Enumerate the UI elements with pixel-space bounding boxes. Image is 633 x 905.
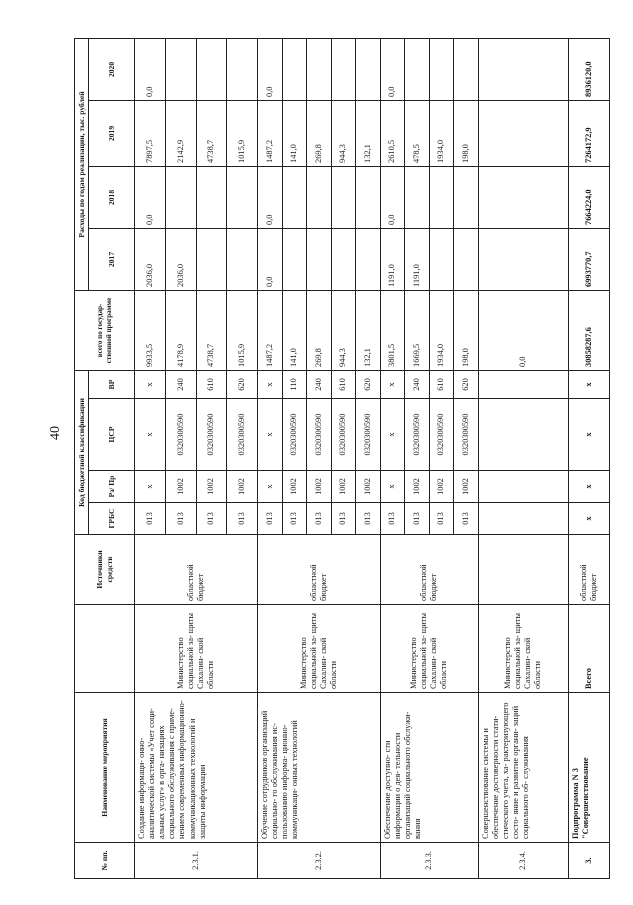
cell-y2017: 1191,0: [380, 228, 405, 290]
cell-y2017: [454, 228, 479, 290]
cell-rzpr: x: [258, 471, 283, 503]
cell-rzpr: 1002: [356, 471, 381, 503]
cell-rzpr: x: [380, 471, 405, 503]
cell-y2017: 0,0: [258, 228, 283, 290]
cell-rzpr: 1002: [227, 471, 258, 503]
cell-total: 30858287,6: [568, 290, 609, 370]
cell-csr: x: [258, 399, 283, 471]
cell-grbs: 013: [356, 503, 381, 535]
cell-y2017: [356, 228, 381, 290]
cell-csr: x: [135, 399, 166, 471]
executor-name: Министерство социальной за- щиты Сахалин- ской области: [135, 605, 258, 693]
cell-vr: 240: [307, 370, 332, 398]
cell-y2017: [227, 228, 258, 290]
cell-total: 4178,9: [165, 290, 196, 370]
cell-csr: 0320300590: [196, 399, 227, 471]
activity-name: Обеспечение доступно- сти информации о дея- тельности организаций социального обслужи- вания: [380, 693, 478, 843]
header-vr: ВР: [89, 370, 135, 398]
cell-grbs: 013: [258, 503, 283, 535]
cell-y2018: 0,0: [135, 166, 166, 228]
cell-grbs: 013: [307, 503, 332, 535]
cell-y2019: 7897,5: [135, 100, 166, 166]
cell-y2019: 132,1: [356, 100, 381, 166]
cell-y2020: [196, 38, 227, 100]
cell-rzpr: 1002: [429, 471, 454, 503]
cell-y2018: [429, 166, 454, 228]
row-number: 3.: [568, 843, 609, 879]
table-row: [568, 38, 609, 878]
cell-csr: 0320300590: [454, 399, 479, 471]
cell-y2018: [356, 166, 381, 228]
cell-vr: 240: [405, 370, 430, 398]
cell-y2019: 478,5: [405, 100, 430, 166]
cell-vr: x: [380, 370, 405, 398]
activity-name: Создание информаци- онно- аналитической системы «Учет соци- альных услуг» в орга- низациях социального обслуживания с приме- нением современных информационно- коммуникационных технологий и защиты информации: [135, 693, 258, 843]
activity-name: Обучение сотрудников организаций социально- го обслуживания ис- пользованию информа- ционно- коммуникаци- онных технологий: [258, 693, 381, 843]
header-expenses: Расходы по годам реализации, тыс. рублей: [75, 38, 89, 290]
cell-y2020: [478, 38, 568, 100]
cell-total: 4738,7: [196, 290, 227, 370]
cell-rzpr: [478, 471, 568, 503]
cell-grbs: x: [568, 503, 609, 535]
cell-grbs: 013: [331, 503, 356, 535]
budget-table: [74, 38, 610, 879]
cell-csr: 0320300590: [165, 399, 196, 471]
cell-y2018: [405, 166, 430, 228]
cell-vr: [478, 370, 568, 398]
table-row: [478, 38, 568, 878]
cell-total: 1487,2: [258, 290, 283, 370]
cell-y2020: [165, 38, 196, 100]
cell-grbs: 013: [282, 503, 307, 535]
table-row: [258, 38, 283, 878]
table-row: [380, 38, 405, 878]
cell-grbs: 013: [227, 503, 258, 535]
cell-grbs: [478, 503, 568, 535]
cell-y2017: 2036,0: [165, 228, 196, 290]
cell-total: 269,8: [307, 290, 332, 370]
executor-name: Всего: [568, 605, 609, 693]
cell-y2018: [282, 166, 307, 228]
cell-y2020: 0,0: [258, 38, 283, 100]
header-total: всего по государ- ственной программе: [75, 290, 135, 370]
header-name: Наименование мероприятия: [75, 693, 135, 843]
header-year-2017: 2017: [89, 228, 135, 290]
cell-grbs: 013: [380, 503, 405, 535]
cell-rzpr: 1002: [282, 471, 307, 503]
cell-total: 0,0: [478, 290, 568, 370]
activity-name: Подпрограмма N 3 "Совершенствование: [568, 693, 609, 843]
cell-grbs: 013: [454, 503, 479, 535]
cell-csr: 0320300590: [429, 399, 454, 471]
header-source: Источники средств: [75, 535, 135, 605]
cell-y2019: 269,8: [307, 100, 332, 166]
funding-source: областной бюджет: [380, 535, 478, 605]
cell-y2020: [282, 38, 307, 100]
cell-y2017: [196, 228, 227, 290]
cell-rzpr: 1002: [331, 471, 356, 503]
cell-y2017: 6993770,7: [568, 228, 609, 290]
cell-y2020: [405, 38, 430, 100]
header-csr: ЦСР: [89, 399, 135, 471]
cell-rzpr: 1002: [307, 471, 332, 503]
cell-rzpr: 1002: [454, 471, 479, 503]
cell-rzpr: 1002: [165, 471, 196, 503]
cell-total: 1669,5: [405, 290, 430, 370]
cell-y2019: [478, 100, 568, 166]
cell-y2020: [429, 38, 454, 100]
cell-total: 1934,0: [429, 290, 454, 370]
row-number: 2.3.1.: [135, 843, 258, 879]
cell-grbs: 013: [429, 503, 454, 535]
header-year-2018: 2018: [89, 166, 135, 228]
cell-grbs: 013: [135, 503, 166, 535]
rotated-table-wrapper: [74, 39, 610, 879]
funding-source: [478, 535, 568, 605]
cell-y2018: [331, 166, 356, 228]
cell-y2017: [307, 228, 332, 290]
cell-rzpr: 1002: [196, 471, 227, 503]
cell-y2019: 7264172,9: [568, 100, 609, 166]
cell-y2017: [282, 228, 307, 290]
cell-y2018: [196, 166, 227, 228]
funding-source: областной бюджет: [568, 535, 609, 605]
row-number: 2.3.2.: [258, 843, 381, 879]
cell-csr: x: [568, 399, 609, 471]
cell-total: 944,3: [331, 290, 356, 370]
cell-y2019: 944,3: [331, 100, 356, 166]
cell-vr: 110: [282, 370, 307, 398]
cell-y2020: [356, 38, 381, 100]
executor-name: Министерство социальной за- щиты Сахалин- ской области: [478, 605, 568, 693]
cell-grbs: 013: [196, 503, 227, 535]
cell-y2019: 2610,5: [380, 100, 405, 166]
cell-csr: 0320300590: [331, 399, 356, 471]
cell-y2017: 2036,0: [135, 228, 166, 290]
cell-vr: 620: [227, 370, 258, 398]
cell-rzpr: 1002: [405, 471, 430, 503]
row-number: 2.3.3.: [380, 843, 478, 879]
header-year-2019: 2019: [89, 100, 135, 166]
cell-csr: 0320300590: [405, 399, 430, 471]
cell-y2018: [227, 166, 258, 228]
cell-csr: x: [380, 399, 405, 471]
header-rzpr: Рз/ Пр: [89, 471, 135, 503]
cell-grbs: 013: [405, 503, 430, 535]
cell-y2018: 0,0: [258, 166, 283, 228]
cell-vr: 610: [196, 370, 227, 398]
table-row: [135, 38, 166, 878]
cell-total: 132,1: [356, 290, 381, 370]
cell-y2020: [307, 38, 332, 100]
cell-y2020: 0,0: [135, 38, 166, 100]
cell-rzpr: x: [135, 471, 166, 503]
cell-total: 198,0: [454, 290, 479, 370]
executor-name: Министерство социальной за- щиты Сахалин- ской области: [380, 605, 478, 693]
header-grbs: ГРБС: [89, 503, 135, 535]
cell-y2018: [307, 166, 332, 228]
funding-source: областной бюджет: [135, 535, 258, 605]
cell-y2020: [331, 38, 356, 100]
cell-vr: 610: [429, 370, 454, 398]
cell-total: 1015,9: [227, 290, 258, 370]
cell-y2018: 0,0: [380, 166, 405, 228]
cell-total: 3801,5: [380, 290, 405, 370]
cell-y2019: 1487,2: [258, 100, 283, 166]
cell-y2020: [227, 38, 258, 100]
cell-y2020: 0,0: [380, 38, 405, 100]
cell-vr: 610: [331, 370, 356, 398]
row-number: 2.3.4.: [478, 843, 568, 879]
cell-vr: 240: [165, 370, 196, 398]
cell-vr: 620: [454, 370, 479, 398]
header-num: № пп.: [75, 843, 135, 879]
header-budget-code: Код бюджетной классификации: [75, 370, 89, 534]
cell-y2018: [165, 166, 196, 228]
cell-y2019: 198,0: [454, 100, 479, 166]
cell-total: 9933,5: [135, 290, 166, 370]
cell-y2017: [478, 228, 568, 290]
cell-y2018: [478, 166, 568, 228]
cell-y2017: 1191,0: [405, 228, 430, 290]
cell-y2019: 1015,9: [227, 100, 258, 166]
cell-csr: 0320300590: [307, 399, 332, 471]
header-year-2020: 2020: [89, 38, 135, 100]
cell-y2019: 1934,0: [429, 100, 454, 166]
cell-csr: 0320300590: [356, 399, 381, 471]
cell-total: 141,0: [282, 290, 307, 370]
cell-y2020: [454, 38, 479, 100]
cell-csr: [478, 399, 568, 471]
cell-csr: 0320300590: [282, 399, 307, 471]
cell-y2018: 7664224,0: [568, 166, 609, 228]
page-number: 40: [48, 426, 63, 440]
cell-y2020: 8936120,0: [568, 38, 609, 100]
executor-name: Министерство социальной за- щиты Сахалин- ской области: [258, 605, 381, 693]
cell-y2019: 2142,9: [165, 100, 196, 166]
header-executor: [75, 605, 135, 693]
activity-name: Совершенствование системы и обеспечение достоверности стати- стического учета, ха- рактеризующего состо- яние и развитие органи- заций социального об- служивания: [478, 693, 568, 843]
cell-vr: x: [568, 370, 609, 398]
cell-y2017: [331, 228, 356, 290]
cell-y2017: [429, 228, 454, 290]
cell-y2018: [454, 166, 479, 228]
cell-vr: x: [258, 370, 283, 398]
cell-y2019: 4738,7: [196, 100, 227, 166]
cell-grbs: 013: [165, 503, 196, 535]
cell-y2019: 141,0: [282, 100, 307, 166]
cell-vr: 620: [356, 370, 381, 398]
cell-vr: x: [135, 370, 166, 398]
funding-source: областной бюджет: [258, 535, 381, 605]
cell-csr: 0320300590: [227, 399, 258, 471]
cell-rzpr: x: [568, 471, 609, 503]
